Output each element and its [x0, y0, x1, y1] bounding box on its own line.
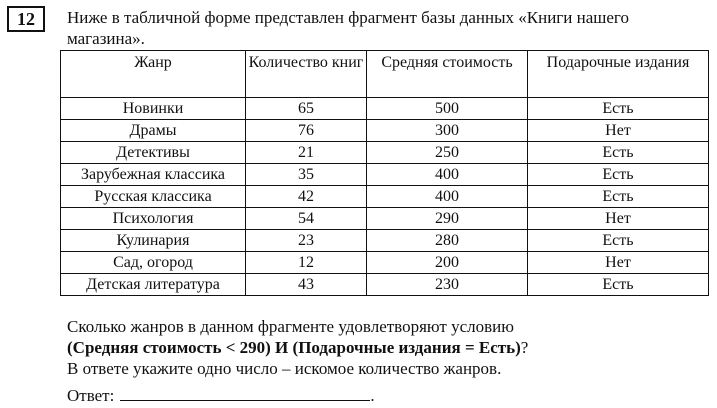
cell-gift-editions: Нет	[528, 120, 709, 142]
books-table	[60, 50, 709, 296]
cell-count: 12	[246, 252, 367, 274]
cell-count: 21	[246, 142, 367, 164]
task-condition-line	[67, 337, 707, 358]
cell-avg-price: 250	[367, 142, 528, 164]
cell-genre: Новинки	[61, 98, 246, 120]
header-avg-price: Средняя стоимость	[367, 51, 528, 98]
header-count: Количество книг	[246, 51, 367, 98]
answer-label: Ответ:	[67, 386, 115, 405]
question-number: 12	[7, 6, 45, 32]
table-row	[61, 252, 709, 274]
cell-avg-price: 200	[367, 252, 528, 274]
cell-count: 54	[246, 208, 367, 230]
cell-gift-editions: Есть	[528, 230, 709, 252]
cell-genre: Зарубежная классика	[61, 164, 246, 186]
table-row	[61, 164, 709, 186]
cell-genre: Сад, огород	[61, 252, 246, 274]
cell-avg-price: 500	[367, 98, 528, 120]
task-line-3: В ответе укажите одно число – искомое количество жанров.	[67, 359, 502, 378]
cell-avg-price: 400	[367, 164, 528, 186]
table-row	[61, 274, 709, 296]
cell-count: 23	[246, 230, 367, 252]
task-condition-suffix: ?	[520, 338, 529, 357]
cell-avg-price: 400	[367, 186, 528, 208]
table-row	[61, 208, 709, 230]
header-genre: Жанр	[61, 51, 246, 98]
answer-row	[67, 384, 375, 406]
task-text	[67, 316, 707, 379]
cell-genre: Русская классика	[61, 186, 246, 208]
cell-genre: Детская литература	[61, 274, 246, 296]
cell-avg-price: 230	[367, 274, 528, 296]
cell-avg-price: 290	[367, 208, 528, 230]
task-condition: (Средняя стоимость < 290) И (Подарочные издания = Есть)	[67, 338, 521, 357]
cell-gift-editions: Есть	[528, 274, 709, 296]
cell-gift-editions: Нет	[528, 252, 709, 274]
cell-count: 42	[246, 186, 367, 208]
cell-genre: Детективы	[61, 142, 246, 164]
cell-avg-price: 300	[367, 120, 528, 142]
cell-gift-editions: Есть	[528, 98, 709, 120]
cell-gift-editions: Нет	[528, 208, 709, 230]
answer-line[interactable]	[120, 384, 370, 401]
cell-genre: Кулинария	[61, 230, 246, 252]
task-line-1: Сколько жанров в данном фрагменте удовлетворяют условию	[67, 317, 514, 336]
cell-gift-editions: Есть	[528, 186, 709, 208]
table-header-row	[61, 51, 709, 98]
intro-text: Ниже в табличной форме представлен фрагмент базы данных «Книги нашего магазина».	[67, 8, 629, 48]
cell-count: 43	[246, 274, 367, 296]
cell-count: 35	[246, 164, 367, 186]
cell-avg-price: 280	[367, 230, 528, 252]
cell-count: 76	[246, 120, 367, 142]
cell-gift-editions: Есть	[528, 142, 709, 164]
table-row	[61, 98, 709, 120]
cell-genre: Драмы	[61, 120, 246, 142]
table-row	[61, 230, 709, 252]
cell-gift-editions: Есть	[528, 164, 709, 186]
table-row	[61, 120, 709, 142]
cell-genre: Психология	[61, 208, 246, 230]
header-gift-editions: Подарочные издания	[528, 51, 709, 98]
answer-suffix: .	[370, 386, 375, 405]
table-row	[61, 186, 709, 208]
cell-count: 65	[246, 98, 367, 120]
table-row	[61, 142, 709, 164]
